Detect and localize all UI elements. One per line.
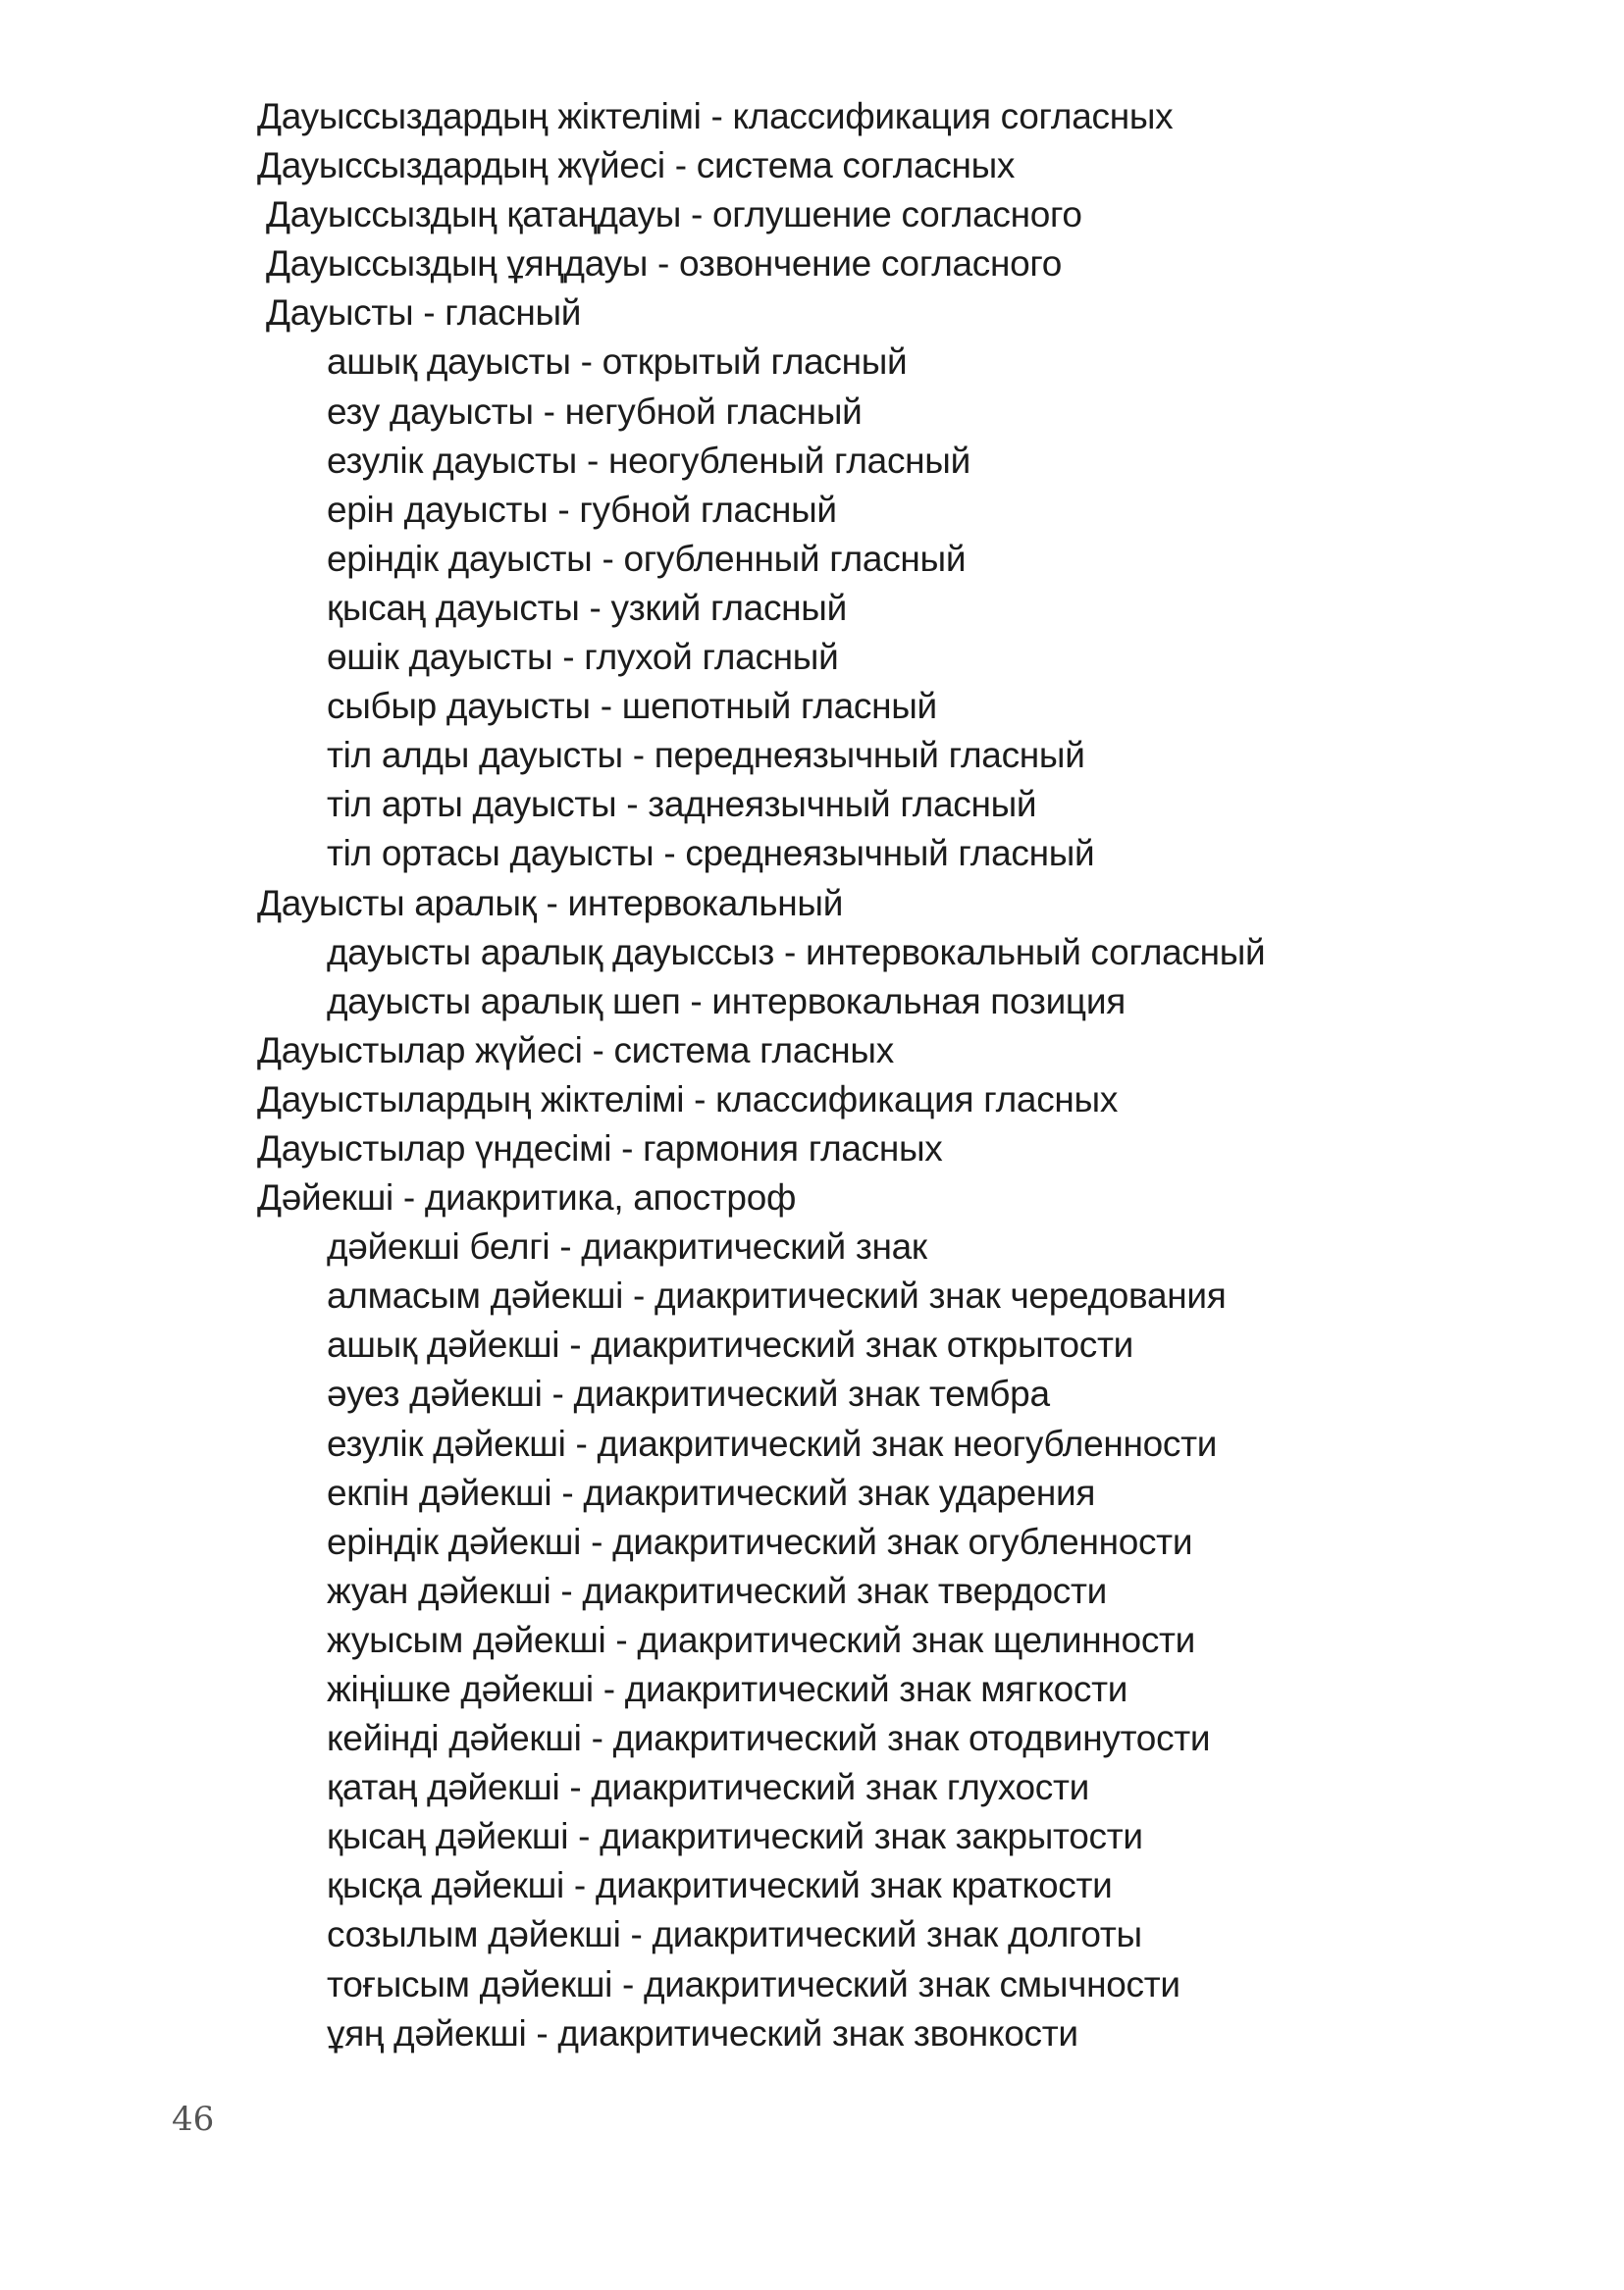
glossary-entry: Дауысты - гласный: [266, 292, 582, 334]
glossary-subentry: қысаң дауысты - узкий гласный: [327, 587, 847, 628]
glossary-subentry: жуан дәйекші - диакритический знак твердости: [327, 1570, 1107, 1611]
glossary-entry: Дауыссыздардың жүйесі - система согласных: [257, 145, 1016, 186]
glossary-subentry: тіл арты дауысты - заднеязычный гласный: [327, 784, 1037, 825]
glossary-entry: Дауыстылар жүйесі - система гласных: [257, 1029, 894, 1070]
glossary-subentry: тоғысым дәйекші - диакритический знак смычности: [327, 1963, 1180, 2004]
glossary-subentry: ашық дауысты - открытый гласный: [327, 341, 908, 383]
glossary-entry: Дауысты аралық - интервокальный: [257, 882, 844, 923]
glossary-subentry: тіл алды дауысты - переднеязычный гласный: [327, 735, 1085, 776]
glossary-subentry: кейінді дәйекші - диакритический знак отодвинутости: [327, 1718, 1211, 1759]
glossary-subentry: ашық дәйекші - диакритический знак открытости: [327, 1325, 1133, 1366]
glossary-subentry: тіл ортасы дауысты - среднеязычный гласный: [327, 833, 1095, 874]
glossary-entry: Дауыстылар үндесімі - гармония гласных: [257, 1127, 943, 1169]
glossary-list: [0, 92, 1624, 2058]
glossary-subentry: дауысты аралық шеп - интервокальная позиция: [327, 980, 1126, 1021]
glossary-subentry: езулік дауысты - неогубленый гласный: [327, 440, 970, 481]
glossary-entry: Дауыссыздардың жіктелімі - классификация согласных: [257, 96, 1174, 136]
glossary-subentry: езулік дәйекші - диакритический знак неогубленности: [327, 1423, 1218, 1464]
glossary-subentry: қатаң дәйекші - диакритический знак глухости: [327, 1767, 1089, 1808]
glossary-subentry: дәйекші белгі - диакритический знак: [327, 1226, 927, 1268]
page-number: 46: [172, 2100, 215, 2139]
glossary-subentry: алмасым дәйекші - диакритический знак чередования: [327, 1275, 1227, 1317]
glossary-subentry: еріндік дәйекші - диакритический знак огубленности: [327, 1521, 1193, 1562]
glossary-subentry: жіңішке дәйекші - диакритический знак мягкости: [327, 1669, 1128, 1709]
glossary-subentry: өшік дауысты - глухой гласный: [327, 637, 839, 678]
glossary-subentry: ұяң дәйекші - диакритический знак звонкости: [327, 2012, 1078, 2054]
glossary-subentry: ерін дауысты - губной гласный: [327, 489, 837, 530]
glossary-entry: Дәйекші - диакритика, апостроф: [257, 1177, 797, 1219]
glossary-subentry: созылым дәйекші - диакритический знак долготы: [327, 1914, 1142, 1955]
glossary-subentry: қысаң дәйекші - диакритический знак закрытости: [327, 1816, 1143, 1857]
glossary-entry: Дауыстылардың жіктелімі - классификация гласных: [257, 1078, 1119, 1119]
glossary-entry: Дауыссыздың қатаңдауы - оглушение согласного: [266, 194, 1082, 235]
glossary-entry: Дауыссыздың ұяңдауы - озвончение согласного: [266, 243, 1063, 285]
glossary-subentry: әуез дәйекші - диакритический знак тембра: [327, 1374, 1050, 1415]
glossary-subentry: езу дауысты - негубной гласный: [327, 390, 863, 432]
glossary-subentry: дауысты аралық дауыссыз - интервокальный согласный: [327, 931, 1266, 972]
glossary-subentry: жуысым дәйекші - диакритический знак щелинности: [327, 1619, 1196, 1660]
glossary-subentry: қысқа дәйекші - диакритический знак краткости: [327, 1865, 1113, 1906]
glossary-subentry: екпін дәйекші - диакритический знак ударения: [327, 1472, 1096, 1513]
glossary-subentry: сыбыр дауысты - шепотный гласный: [327, 686, 937, 727]
glossary-subentry: еріндік дауысты - огубленный гласный: [327, 538, 967, 579]
